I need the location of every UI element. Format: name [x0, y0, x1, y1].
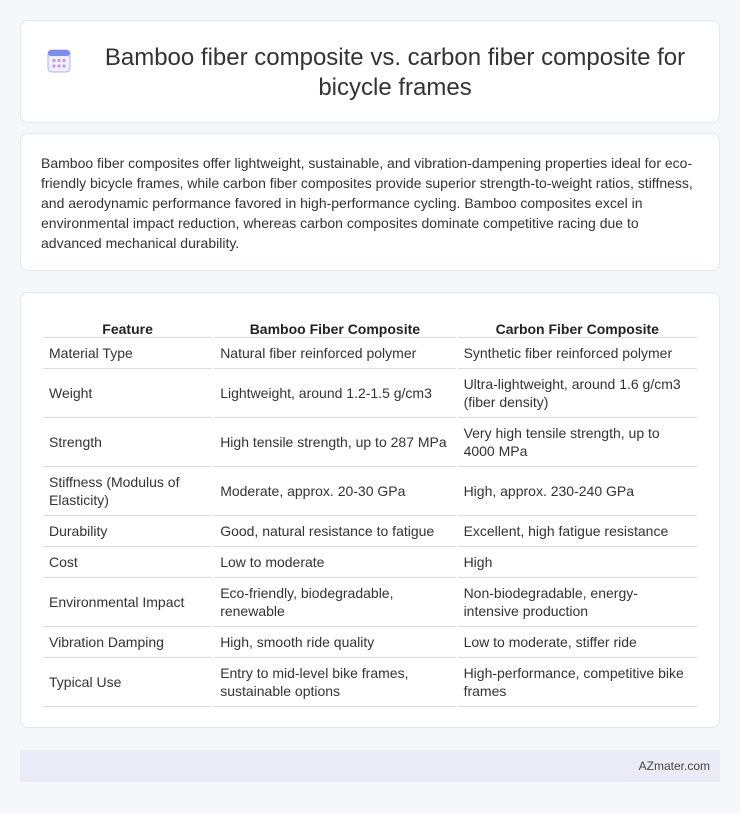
table-row — [43, 658, 697, 707]
bamboo-cell: High tensile strength, up to 287 MPa — [214, 418, 455, 467]
carbon-cell: Low to moderate, stiffer ride — [458, 627, 697, 658]
carbon-cell: High — [458, 547, 697, 578]
feature-cell: Environmental Impact — [43, 578, 212, 627]
footer-brand-link[interactable]: AZmater.com — [638, 759, 710, 773]
table-row — [43, 418, 697, 467]
bamboo-cell: Lightweight, around 1.2-1.5 g/cm3 — [214, 369, 455, 418]
table-header-row — [43, 315, 697, 338]
feature-cell: Strength — [43, 418, 212, 467]
feature-cell: Stiffness (Modulus of Elasticity) — [43, 467, 212, 516]
carbon-cell: Ultra-lightweight, around 1.6 g/cm3 (fiber density) — [458, 369, 697, 418]
table-row — [43, 338, 697, 369]
header-carbon: Carbon Fiber Composite — [458, 315, 697, 338]
feature-cell: Cost — [43, 547, 212, 578]
table-row — [43, 369, 697, 418]
table-row — [43, 467, 697, 516]
comparison-table-card — [20, 292, 720, 728]
feature-cell: Material Type — [43, 338, 212, 369]
table-row — [43, 627, 697, 658]
title-card — [20, 20, 720, 123]
bamboo-cell: Natural fiber reinforced polymer — [214, 338, 455, 369]
feature-cell: Weight — [43, 369, 212, 418]
document-list-icon — [45, 47, 73, 75]
page-title: Bamboo fiber composite vs. carbon fiber composite for bicycle frames — [104, 44, 686, 101]
carbon-cell: Very high tensile strength, up to 4000 MPa — [458, 418, 697, 467]
bamboo-cell: Moderate, approx. 20-30 GPa — [214, 467, 455, 516]
header-feature: Feature — [43, 315, 212, 338]
bamboo-cell: Eco-friendly, biodegradable, renewable — [214, 578, 455, 627]
header-bamboo: Bamboo Fiber Composite — [214, 315, 455, 338]
summary-card — [20, 133, 720, 271]
bamboo-cell: Entry to mid-level bike frames, sustainable options — [214, 658, 455, 707]
summary-paragraph: Bamboo fiber composites offer lightweight, sustainable, and vibration-dampening properties ideal for eco-friendly bicycle frames, while carbon fiber composites provide superior strength-to-weight ratios, stiffness, and aerodynamic performance favored in high-performance cycling. Bamboo composites excel in environmental impact reduction, whereas carbon composites dominate competitive racing due to advanced mechanical durability. — [41, 155, 693, 251]
carbon-cell: Excellent, high fatigue resistance — [458, 516, 697, 547]
bamboo-cell: High, smooth ride quality — [214, 627, 455, 658]
table-row — [43, 516, 697, 547]
feature-cell: Vibration Damping — [43, 627, 212, 658]
carbon-cell: Synthetic fiber reinforced polymer — [458, 338, 697, 369]
footer-bar — [20, 750, 720, 782]
table-row — [43, 547, 697, 578]
carbon-cell: Non-biodegradable, energy-intensive production — [458, 578, 697, 627]
table-row — [43, 578, 697, 627]
feature-cell: Typical Use — [43, 658, 212, 707]
bamboo-cell: Low to moderate — [214, 547, 455, 578]
carbon-cell: High, approx. 230-240 GPa — [458, 467, 697, 516]
bamboo-cell: Good, natural resistance to fatigue — [214, 516, 455, 547]
comparison-table — [41, 315, 699, 707]
carbon-cell: High-performance, competitive bike frames — [458, 658, 697, 707]
feature-cell: Durability — [43, 516, 212, 547]
